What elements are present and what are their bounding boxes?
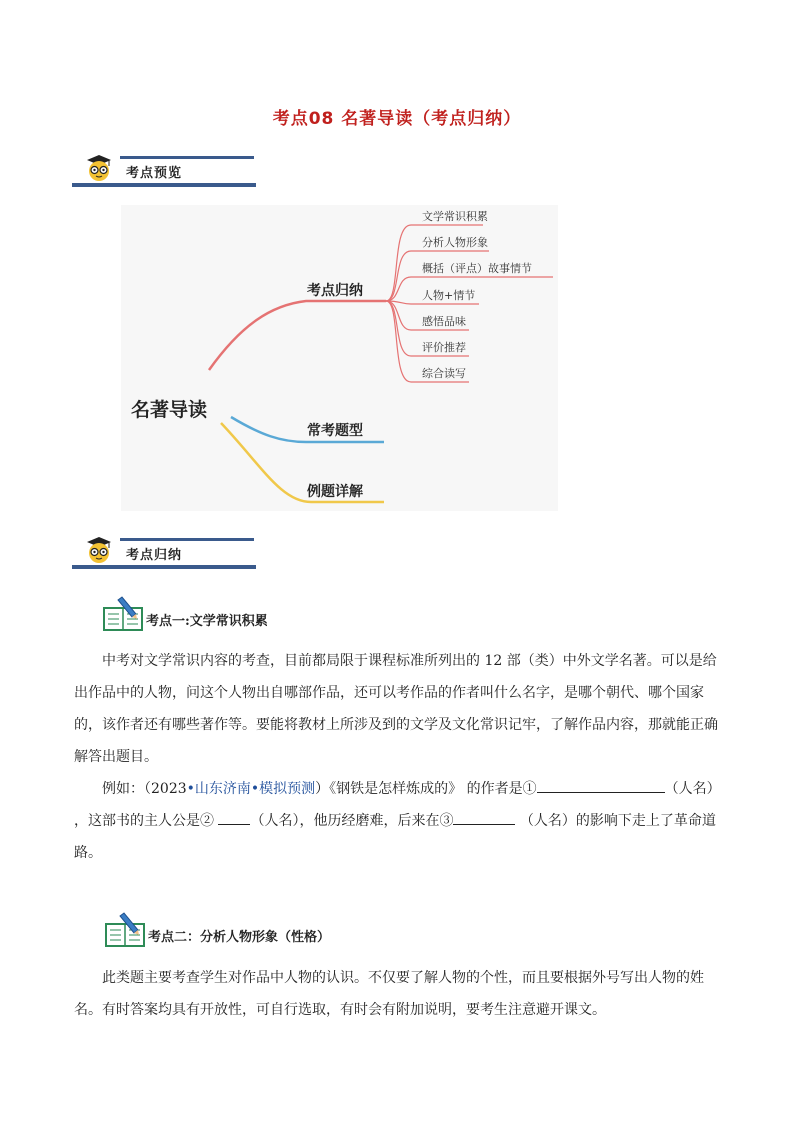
answer-blank-1[interactable] — [537, 776, 665, 793]
kp1-example: 例如：（2023•山东济南•模拟预测）《钢铁是怎样炼成的》 的作者是① （人名） ，这部书的主人公是② （人名），他历经磨难，后来在③ （人名）的影响下走上了革命道路。 — [74, 773, 722, 869]
branch-line-red — [209, 301, 386, 370]
example-source: •山东济南•模拟预测 — [186, 781, 316, 797]
section-header-preview — [72, 150, 258, 190]
book-pencil-icon — [102, 596, 144, 632]
mindmap-leaf: 综合读写 — [422, 367, 466, 380]
mindmap-leaf: 分析人物形象 — [422, 236, 488, 249]
mindmap-leaf: 评价推荐 — [422, 341, 466, 354]
title-sub: （考点归纳） — [413, 109, 522, 129]
title-main: 考点08 名著导读 — [272, 109, 414, 129]
mindmap-leaf: 文学常识积累 — [422, 210, 488, 223]
page-title — [0, 104, 794, 129]
kp1-label: 考点一:文学常识积累 — [146, 614, 268, 629]
mindmap-leaf: 感悟品味 — [422, 315, 466, 328]
scholar-owl-icon — [84, 152, 114, 182]
scholar-owl-icon — [84, 534, 114, 564]
mindmap-lines — [121, 205, 558, 511]
book-pencil-icon — [104, 912, 146, 948]
section-label: 考点归纳 — [126, 548, 183, 563]
mindmap — [121, 205, 558, 511]
section-label: 考点预览 — [126, 166, 183, 181]
mindmap-branch-2: 常考题型 — [307, 423, 363, 439]
answer-blank-2[interactable] — [218, 808, 250, 825]
kp2-label: 考点二：分析人物形象（性格） — [148, 930, 331, 945]
mindmap-branch-1: 考点归纳 — [307, 283, 363, 299]
kp1-paragraph: 中考对文学常识内容的考查，目前都局限于课程标准所列出的 12 部（类）中外文学名著。可以是给出作品中的人物，问这个人物出自哪部作品，还可以考作品的作者叫什么名字，是哪个朝代、哪个国家的，该作者还有哪些著作等。要能将教材上所涉及到的文学及文化常识记牢，了解作品内容，那就能正确解答出题目。 — [74, 653, 718, 765]
mindmap-leaf: 人物+情节 — [422, 289, 476, 302]
mindmap-branch-3: 例题详解 — [307, 484, 363, 500]
kp2-paragraph: 此类题主要考查学生对作品中人物的认识。不仅要了解人物的个性，而且要根据外号写出人物的姓名。有时答案均具有开放性，可自行选取，有时会有附加说明，要考生注意避开课文。 — [74, 970, 704, 1018]
mindmap-root: 名著导读 — [131, 399, 208, 421]
mindmap-leaf: 概括（评点）故事情节 — [422, 262, 532, 275]
section-header-summary — [72, 532, 258, 572]
answer-blank-3[interactable] — [453, 808, 515, 825]
